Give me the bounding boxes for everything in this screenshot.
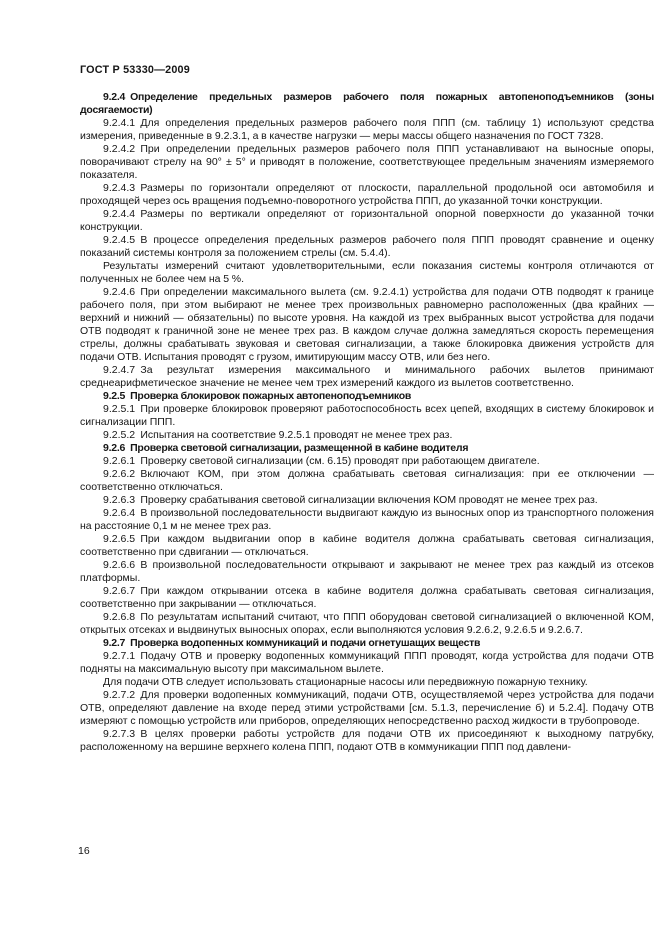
section-heading: 9.2.7 Проверка водопенных коммуникаций и подачи огнетушащих веществ [103, 637, 481, 649]
paragraph: 9.2.7.2 Для проверки водопенных коммуникаций, подачи ОТВ, осуществляемой через устройства для подачи ОТВ, определяют давление на входе перед этими устройствами [см. 5.1.3, перечисление б) и 5.2.4]. Подачу ОТВ измеряют с помощью устройств или приборов, определяющих непосредственно расход жидкости в трубопроводе. [80, 689, 654, 727]
paragraph: Для подачи ОТВ следует использовать стационарные насосы или передвижную пожарную технику. [103, 676, 588, 688]
paragraph: 9.2.5.2 Испытания на соответствие 9.2.5.1 проводят не менее трех раз. [103, 429, 453, 441]
paragraph: 9.2.4.6 При определении максимального вылета (см. 9.2.4.1) устройства для подачи ОТВ подводят к границе рабочего поля, при этом выбирают не менее трех произвольных равномерно расположенных (два крайних — верхний и нижний — обязательны) по высоте уровня. На каждой из трех выбранных высот устройства для подачи ОТВ подводят к граничной зоне не менее трех раз. В каждом случае должна замедляться скорость перемещения стрелы, должны срабатывать звуковая и световая сигнализации, а также блокировка движения устройств для подачи ОТВ. Испытания проводят с грузом, имитирующим массу ОТВ, или без него. [80, 286, 654, 363]
paragraph: 9.2.5.1 При проверке блокировок проверяют работоспособность всех цепей, входящих в систему блокировок и сигнализации ППП. [80, 403, 654, 428]
paragraph: 9.2.4.7 За результат измерения максимального и минимального рабочих вылетов принимают среднеарифметическое значение не менее чем трех измерений каждого из вылетов соответственно. [80, 364, 654, 389]
paragraph: Результаты измерений считают удовлетворительными, если показания системы контроля отличаются от полученных не более чем на 5 %. [80, 260, 654, 285]
paragraph: 9.2.4.1 Для определения предельных размеров рабочего поля ППП (см. таблицу 1) используют средства измерения, приведенные в 9.2.3.1, а в качестве нагрузки — меры массы общего назначения по ГОСТ 7328. [80, 117, 654, 142]
section-heading: 9.2.4 Определение предельных размеров рабочего поля пожарных автопеноподъемников (зоны досягаемости) [80, 91, 654, 116]
paragraph: 9.2.4.5 В процессе определения предельных размеров рабочего поля ППП проводят сравнение и оценку показаний системы контроля за положением стрелы (см. 5.4.4). [80, 234, 654, 259]
paragraph: 9.2.6.3 Проверку срабатывания световой сигнализации включения КОМ проводят не менее трех раз. [103, 494, 598, 506]
paragraph: 9.2.4.2 При определении предельных размеров рабочего поля ППП устанавливают на выносные опоры, поворачивают стрелу на 90° ± 5° и приводят в положение, соответствующее предельным значениям измеряемого показателя. [80, 143, 654, 181]
paragraph: 9.2.6.1 Проверку световой сигнализации (см. 6.15) проводят при работающем двигателе. [103, 455, 540, 467]
paragraph: 9.2.4.4 Размеры по вертикали определяют от горизонтальной опорной поверхности до указанной точки конструкции. [80, 208, 654, 233]
section-heading: 9.2.6 Проверка световой сигнализации, размещенной в кабине водителя [103, 442, 469, 454]
paragraph: 9.2.6.5 При каждом выдвигании опор в кабине водителя должна срабатывать световая сигнализация, соответственно при сдвигании — отключаться. [80, 533, 654, 558]
paragraph: 9.2.7.1 Подачу ОТВ и проверку водопенных коммуникаций ППП проводят, когда устройства для подачи ОТВ подняты на максимальную высоту при максимальном вылете. [80, 650, 654, 675]
paragraph: 9.2.4.3 Размеры по горизонтали определяют от плоскости, параллельной продольной оси автомобиля и проходящей через ось вращения подъемно-поворотного устройства ППП, до указанной точки конструкции. [80, 182, 654, 207]
section-heading: 9.2.5 Проверка блокировок пожарных автопеноподъемников [103, 390, 412, 402]
page-number: 16 [78, 845, 90, 857]
paragraph: 9.2.7.3 В целях проверки работы устройств для подачи ОТВ их присоединяют к выходному патрубку, расположенному на вершине верхнего колена ППП, подают ОТВ в коммуникации ППП под давлени- [80, 728, 654, 753]
paragraph: 9.2.6.7 При каждом открывании отсека в кабине водителя должна срабатывать световая сигнализация, соответственно при закрывании — отключаться. [80, 585, 654, 610]
paragraph: 9.2.6.2 Включают КОМ, при этом должна срабатывать световая сигнализация: при ее отключении — соответственно отключаться. [80, 468, 654, 493]
document-body [80, 91, 654, 754]
paragraph: 9.2.6.6 В произвольной последовательности открывают и закрывают не менее трех раз каждый из отсеков платформы. [80, 559, 654, 584]
paragraph: 9.2.6.4 В произвольной последовательности выдвигают каждую из выносных опор из транспортного положения на расстояние 0,1 м не менее трех раз. [80, 507, 654, 532]
document-standard-code: ГОСТ Р 53330—2009 [80, 64, 190, 76]
paragraph: 9.2.6.8 По результатам испытаний считают, что ППП оборудован световой сигнализацией о включенной КОМ, открытых отсеках и выдвинутых выносных опорах, если выполняются условия 9.2.6.2, 9.2.6.5 и 9.2.6.7. [80, 611, 654, 636]
